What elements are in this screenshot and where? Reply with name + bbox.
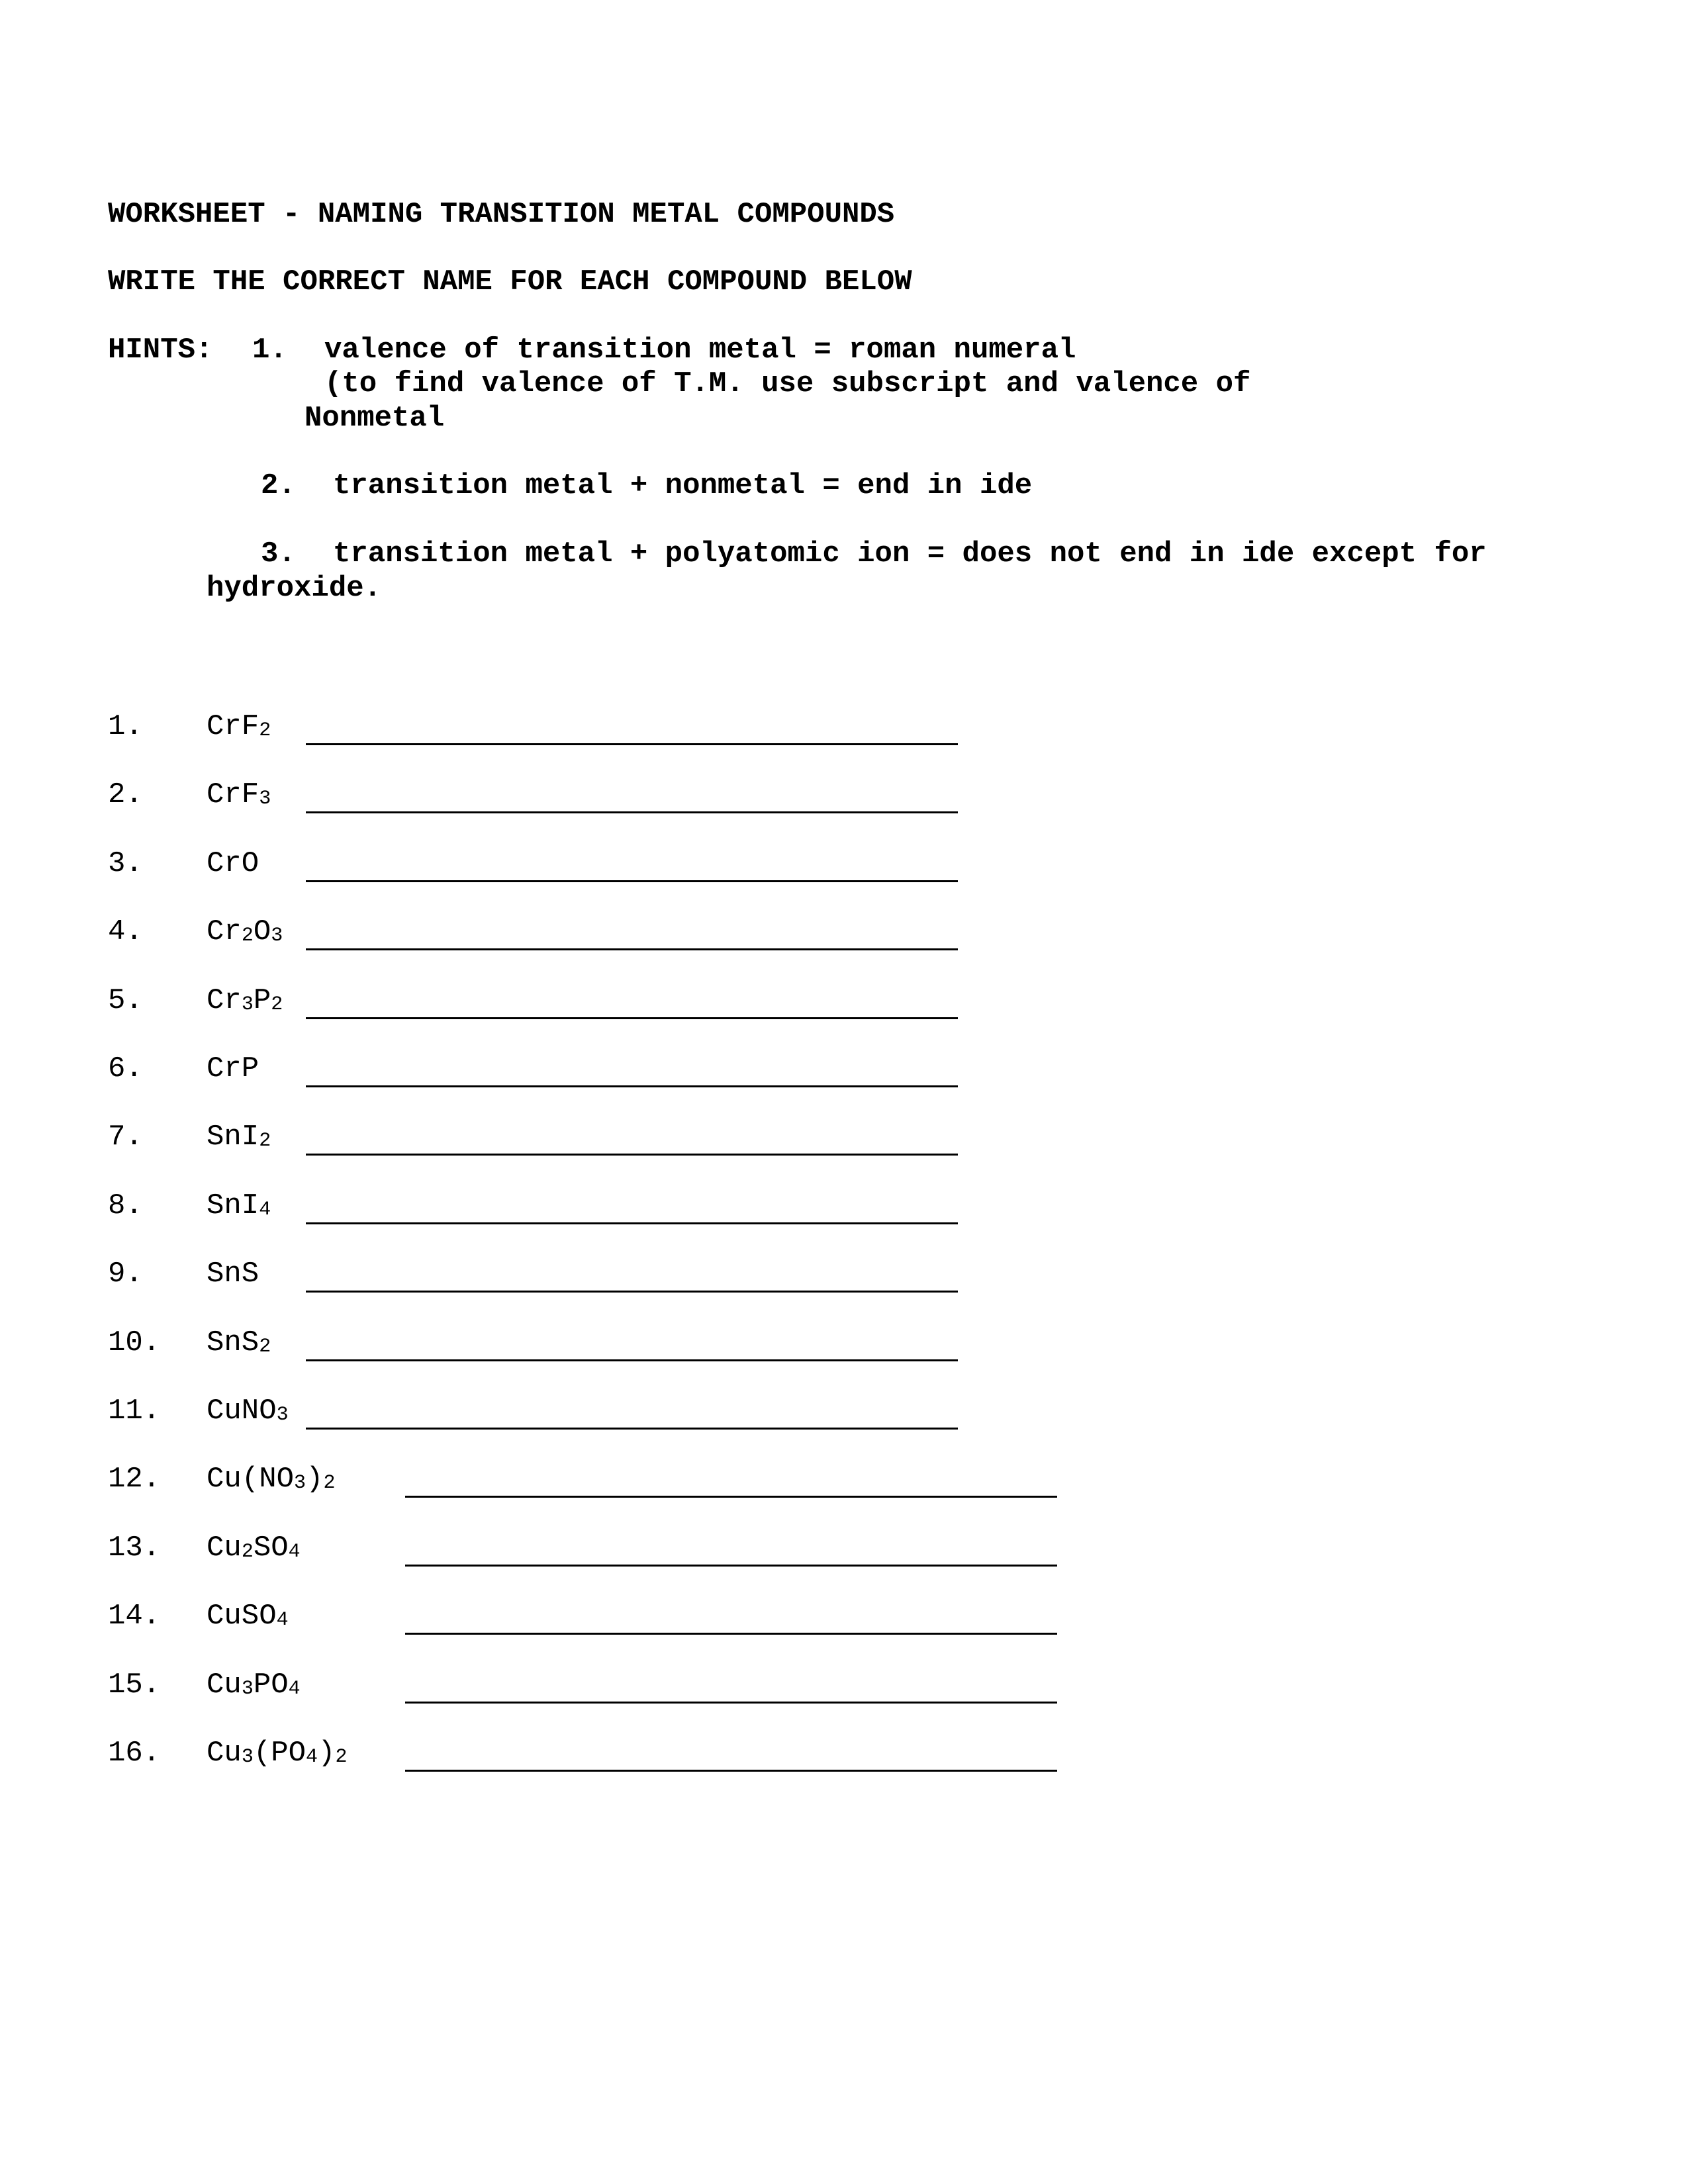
compound-item-7 — [0, 1120, 1688, 1160]
answer-blank[interactable] — [405, 1603, 1057, 1635]
formula-symbol: CrF — [207, 778, 259, 811]
compound-formula — [207, 983, 283, 1022]
item-number: 3. — [108, 847, 143, 880]
formula-subscript: 4 — [306, 1746, 318, 1768]
compound-item-13 — [0, 1531, 1688, 1570]
answer-blank[interactable] — [306, 1330, 958, 1361]
compound-item-15 — [0, 1668, 1688, 1707]
formula-symbol: O — [253, 915, 271, 948]
formula-symbol: ) — [306, 1463, 324, 1496]
formula-subscript: 3 — [259, 788, 271, 810]
formula-symbol: CrP — [207, 1052, 259, 1085]
formula-subscript: 3 — [241, 993, 254, 1016]
answer-blank[interactable] — [306, 782, 958, 813]
hint-2-text: transition metal + nonmetal = end in ide — [333, 469, 1033, 502]
formula-subscript: 2 — [335, 1746, 348, 1768]
compound-item-6 — [0, 1052, 1688, 1091]
page-title: WORKSHEET - NAMING TRANSITION METAL COMPOUNDS — [108, 198, 895, 231]
answer-blank[interactable] — [306, 1056, 958, 1087]
compound-item-5 — [0, 983, 1688, 1023]
compound-formula — [207, 915, 283, 953]
formula-symbol: Cr — [207, 984, 242, 1017]
instruction: WRITE THE CORRECT NAME FOR EACH COMPOUND BELOW — [108, 265, 912, 298]
answer-blank[interactable] — [306, 1398, 958, 1430]
compound-formula — [207, 1462, 335, 1500]
compound-formula — [207, 709, 271, 748]
formula-symbol: Cu — [207, 1531, 242, 1565]
compound-formula — [207, 1599, 289, 1637]
hint-1-subtext-line2: Nonmetal — [305, 402, 445, 435]
answer-blank[interactable] — [405, 1672, 1057, 1704]
item-number: 4. — [108, 915, 143, 948]
item-number: 11. — [108, 1394, 161, 1428]
hint-1-subtext-line1: (to find valence of T.M. use subscript and valence of — [324, 367, 1251, 400]
hint-3-text: transition metal + polyatomic ion = does not end in ide except for — [333, 537, 1487, 570]
formula-subscript: 2 — [241, 1541, 254, 1563]
formula-subscript: 2 — [259, 1130, 271, 1152]
answer-blank[interactable] — [306, 987, 958, 1019]
formula-symbol: SnI — [207, 1120, 259, 1154]
compound-formula — [207, 1668, 301, 1706]
compound-formula — [207, 1531, 301, 1569]
compound-item-1 — [0, 709, 1688, 749]
item-number: 8. — [108, 1189, 143, 1222]
formula-symbol: PO — [253, 1668, 289, 1702]
compound-formula — [207, 846, 259, 881]
hint-2-number: 2. — [261, 469, 296, 502]
answer-blank[interactable] — [306, 1193, 958, 1224]
compound-formula — [207, 1120, 271, 1158]
formula-symbol: SnS — [207, 1326, 259, 1359]
answer-blank[interactable] — [306, 1124, 958, 1156]
formula-symbol: CrO — [207, 847, 259, 880]
compound-item-14 — [0, 1599, 1688, 1639]
item-number: 10. — [108, 1326, 161, 1359]
answer-blank[interactable] — [306, 1261, 958, 1293]
formula-symbol: SnI — [207, 1189, 259, 1222]
item-number: 15. — [108, 1668, 161, 1702]
formula-symbol: SO — [253, 1531, 289, 1565]
formula-subscript: 3 — [271, 925, 283, 947]
compound-item-11 — [0, 1394, 1688, 1433]
compound-formula — [207, 778, 271, 816]
compound-formula — [207, 1736, 347, 1774]
hint-3-number: 3. — [261, 537, 296, 570]
formula-subscript: 2 — [241, 925, 254, 947]
hint-1-number: 1. — [252, 334, 287, 367]
answer-blank[interactable] — [306, 713, 958, 745]
formula-subscript: 2 — [259, 719, 271, 742]
formula-symbol: CuSO — [207, 1600, 277, 1633]
formula-subscript: 4 — [288, 1541, 301, 1563]
compound-formula — [207, 1052, 259, 1086]
compound-item-8 — [0, 1189, 1688, 1228]
compound-formula — [207, 1257, 259, 1291]
answer-blank[interactable] — [405, 1466, 1057, 1498]
formula-subscript: 3 — [241, 1678, 254, 1700]
hint-1-text: valence of transition metal = roman numeral — [324, 334, 1076, 367]
compound-item-10 — [0, 1326, 1688, 1365]
answer-blank[interactable] — [306, 919, 958, 950]
formula-symbol: CrF — [207, 710, 259, 743]
compound-item-12 — [0, 1462, 1688, 1502]
formula-subscript: 4 — [259, 1199, 271, 1221]
hint-3-text-line2: hydroxide. — [207, 572, 382, 605]
hints-label: HINTS: — [108, 334, 213, 367]
formula-subscript: 2 — [323, 1472, 336, 1494]
item-number: 14. — [108, 1600, 161, 1633]
formula-subscript: 2 — [259, 1336, 271, 1358]
item-number: 6. — [108, 1052, 143, 1085]
answer-blank[interactable] — [306, 850, 958, 882]
compound-item-3 — [0, 846, 1688, 886]
answer-blank[interactable] — [405, 1535, 1057, 1567]
item-number: 9. — [108, 1257, 143, 1291]
item-number: 5. — [108, 984, 143, 1017]
item-number: 13. — [108, 1531, 161, 1565]
formula-symbol: Cr — [207, 915, 242, 948]
item-number: 16. — [108, 1737, 161, 1770]
formula-symbol: (PO — [253, 1737, 306, 1770]
formula-subscript: 3 — [241, 1746, 254, 1768]
formula-subscript: 3 — [294, 1472, 306, 1494]
item-number: 7. — [108, 1120, 143, 1154]
formula-symbol: Cu — [207, 1668, 242, 1702]
item-number: 2. — [108, 778, 143, 811]
formula-symbol: SnS — [207, 1257, 259, 1291]
compound-item-2 — [0, 778, 1688, 817]
item-number: 1. — [108, 710, 143, 743]
compound-item-9 — [0, 1257, 1688, 1297]
compound-formula — [207, 1394, 289, 1432]
formula-subscript: 4 — [288, 1678, 301, 1700]
compound-formula — [207, 1326, 271, 1364]
formula-subscript: 2 — [271, 993, 283, 1016]
formula-symbol: ) — [318, 1737, 336, 1770]
formula-symbol: Cu — [207, 1737, 242, 1770]
compound-item-16 — [0, 1736, 1688, 1776]
answer-blank[interactable] — [405, 1740, 1057, 1772]
formula-symbol: CuNO — [207, 1394, 277, 1428]
formula-symbol: P — [253, 984, 271, 1017]
formula-symbol: Cu(NO — [207, 1463, 295, 1496]
compound-formula — [207, 1189, 271, 1227]
compound-item-4 — [0, 915, 1688, 954]
formula-subscript: 4 — [276, 1609, 289, 1631]
formula-subscript: 3 — [276, 1404, 289, 1426]
item-number: 12. — [108, 1463, 161, 1496]
